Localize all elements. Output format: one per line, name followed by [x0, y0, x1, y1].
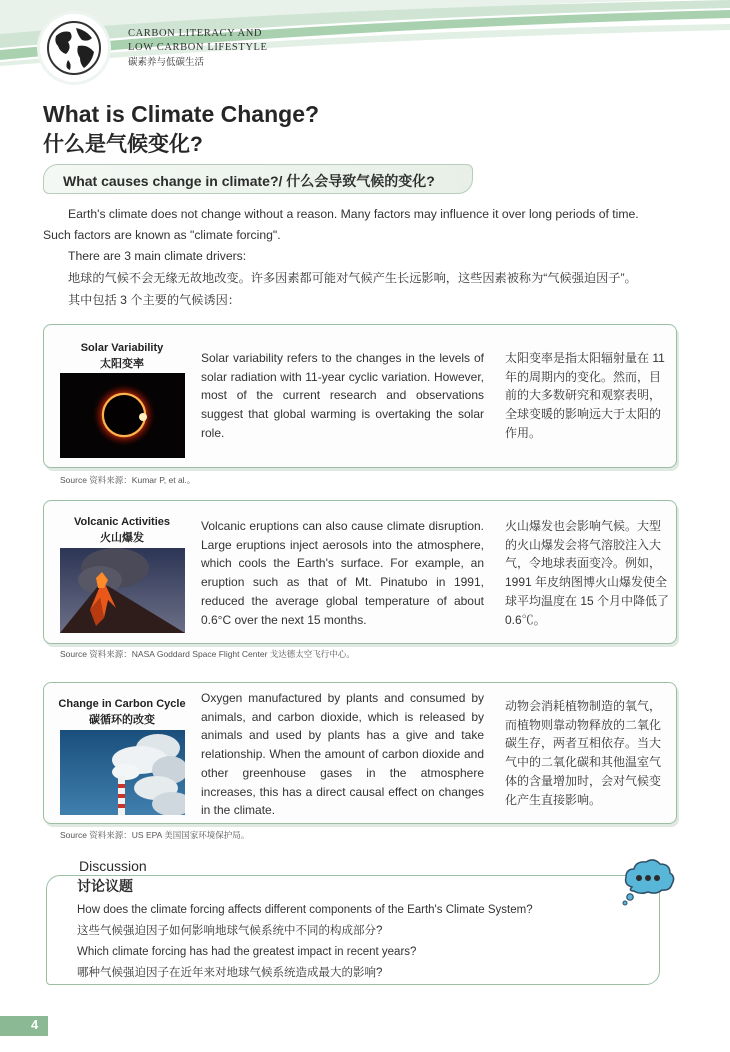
card-volcanic-activities: [43, 500, 677, 644]
discussion-question-1-zh: 这些气候强迫因子如何影响地球气候系统中不同的构成部分?: [77, 925, 383, 937]
card-text-zh: 太阳变率是指太阳辐射量在 11 年的周期内的变化。然而，目前的大多数研究和观察表明，全球变暖的影响远大于太阳的作用。: [505, 351, 665, 440]
intro-paragraph-line: Earth's climate does not change without a reason. Many factors may influence it over long periods of time.: [68, 207, 639, 221]
thought-cloud-icon: [620, 855, 676, 912]
page-title-zh: 什么是气候变化?: [43, 133, 203, 156]
card-label-en: Volcanic Activities: [74, 516, 170, 528]
discussion-question-1-en: How does the climate forcing affects different components of the Earth's Climate System?: [77, 904, 533, 916]
globe-logo: [40, 14, 108, 82]
smokestack-image: [60, 730, 185, 815]
discussion-title-zh: 讨论议题: [77, 878, 133, 894]
card-text-en: Volcanic eruptions can also cause climate disruption. Large eruptions inject aerosols into the atmosphere, which cools the Earth's surface. For example, an eruption such as that of Mt. Pinatubo in 1991, reduced the average global temperature of about 0.6°C over the next 15 months.: [201, 519, 484, 627]
page-number-tab: [0, 1016, 48, 1036]
header-title-line1: CARBON LITERACY AND: [128, 28, 263, 39]
card-text-zh: 火山爆发也会影响气候。大型的火山爆发会将气溶胶注入大气，令地球表面变冷。例如，1991 年皮纳图博火山爆发使全球平均温度在 15 个月中降低了 0.6℃。: [505, 519, 670, 627]
card-source: Source 资料来源：NASA Goddard Space Flight Center 戈达德太空飞行中心。: [60, 649, 355, 659]
intro-paragraph-line: Such factors are known as "climate forcing".: [43, 228, 281, 242]
section-question-bar: [43, 164, 473, 194]
volcano-image: [60, 548, 185, 633]
page-number: 4: [31, 1017, 39, 1032]
section-question: What causes change in climate?/ 什么会导致气候的变化?: [63, 173, 435, 189]
intro-paragraph-line: There are 3 main climate drivers:: [68, 249, 247, 263]
card-carbon-cycle: [43, 682, 677, 824]
card-label-en: Change in Carbon Cycle: [58, 698, 186, 710]
card-source: Source 资料来源：Kumar P, et al.。: [60, 475, 196, 485]
discussion-title-en: Discussion: [79, 858, 147, 874]
card-label-zh: 太阳变率: [100, 358, 144, 370]
header-title-line2: LOW CARBON LIFESTYLE: [128, 42, 268, 53]
card-source: Source 资料来源：US EPA 美国国家环境保护局。: [60, 830, 250, 840]
page-title-en: What is Climate Change?: [43, 101, 320, 127]
header-title-zh: 碳素养与低碳生活: [128, 57, 205, 68]
intro-paragraph-zh: 其中包括 3 个主要的气候诱因：: [68, 293, 240, 307]
card-text-zh: 动物会消耗植物制造的氧气，而植物则靠动物释放的二氧化碳生存，两者互相依存。当大气中的二氧化碳和其他温室气体的含量增加时，会对气候变化产生直接影响。: [505, 699, 662, 807]
header-series-title: [128, 27, 268, 70]
discussion-question-2-zh: 哪种气候强迫因子在近年来对地球气候系统造成最大的影响?: [77, 967, 383, 979]
card-text-en: Oxygen manufactured by plants and consumed by animals, and carbon dioxide, which is released by animals and used by plants has a give and take relationship. When the amount of carbon dioxide and other greenhouse gases in the atmosphere increases, this has a direct causal effect on changes in the climate.: [201, 691, 484, 818]
solar-eclipse-image: [60, 373, 185, 458]
card-text-en: Solar variability refers to the changes in the levels of solar radiation with 11-year cyclic variation. However, most of the current research and observations suggest that global warming is overtaking the solar role.: [201, 351, 484, 440]
card-solar-variability: [43, 324, 677, 468]
card-label-zh: 火山爆发: [100, 532, 144, 544]
header-stripe: [0, 0, 730, 70]
discussion-question-2-en: Which climate forcing has had the greatest impact in recent years?: [77, 946, 417, 958]
card-label-en: Solar Variability: [80, 342, 164, 354]
intro-paragraph-zh: 地球的气候不会无缘无故地改变。许多因素都可能对气候产生长远影响，这些因素被称为“气候强迫因子”。: [68, 271, 637, 285]
card-label-zh: 碳循环的改变: [89, 714, 155, 726]
